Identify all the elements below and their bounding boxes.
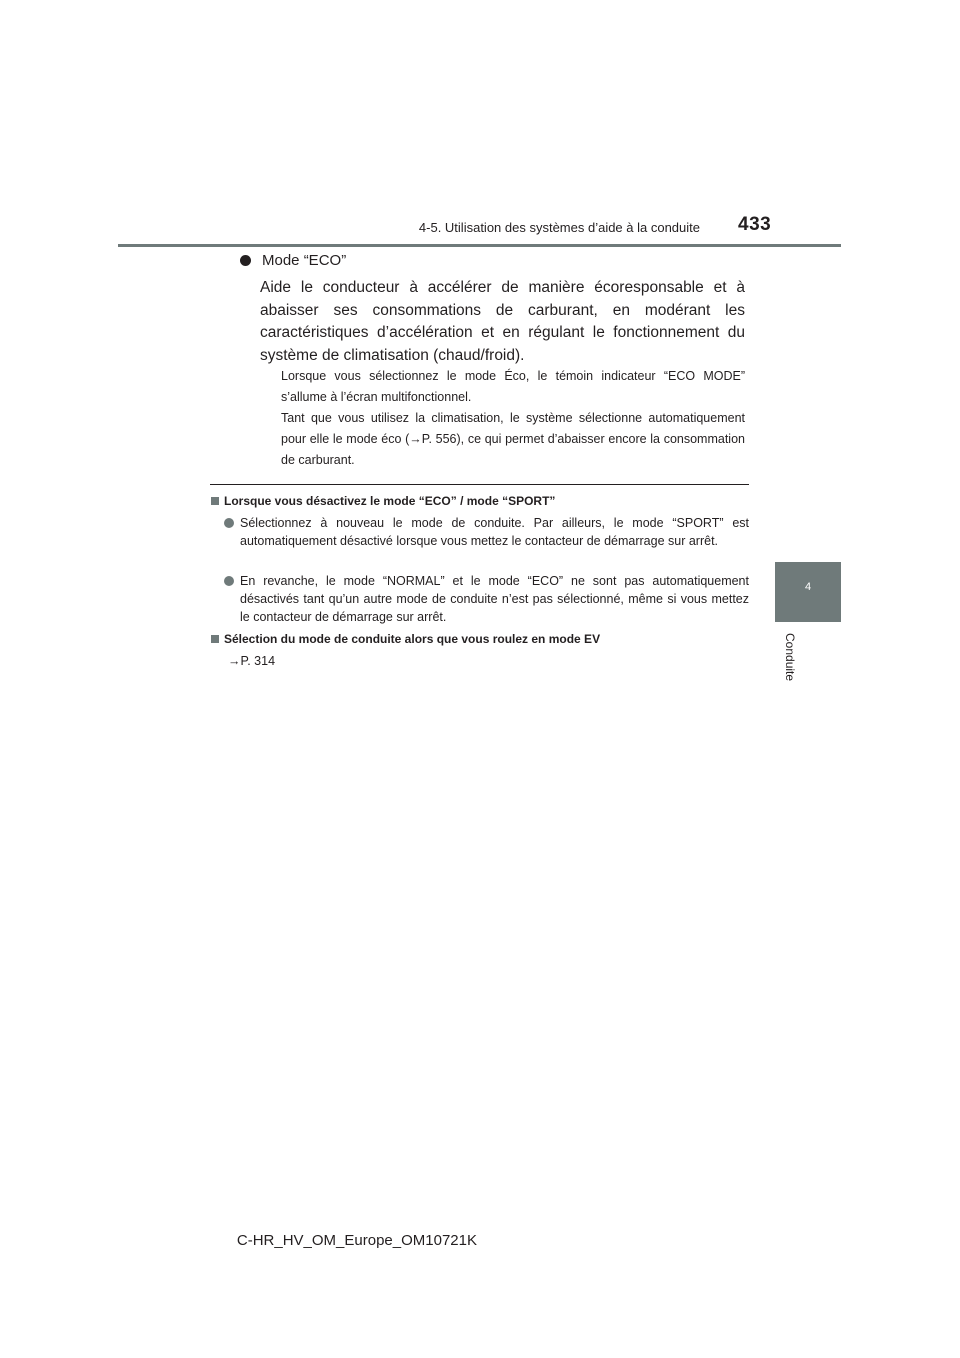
page-number: 433 — [738, 214, 772, 235]
chapter-tab — [775, 562, 841, 622]
mode-eco-note: Lorsque vous sélectionnez le mode Éco, le témoin indicateur “ECO MODE” s’allume à l’écran multifonctionnel. — [281, 369, 745, 404]
document-code: C-HR_HV_OM_Europe_OM10721K — [236, 1232, 477, 1249]
chapter-side-label: Conduite — [783, 632, 797, 682]
section-title: 4-5. Utilisation des systèmes d’aide à la conduite — [418, 220, 700, 235]
bullet-icon — [224, 576, 234, 586]
header-divider — [118, 244, 841, 247]
mode-eco-heading — [240, 252, 346, 269]
square-bullet-icon — [211, 635, 219, 643]
subsection-heading-text: Sélection du mode de conduite alors que vous roulez en mode EV — [224, 632, 601, 646]
mode-eco-description: Aide le conducteur à accélérer de manière écoresponsable et à abaisser ses consommations de carburant, en modérant les caractéristiques d’accélération et en régulant le fonctionnement du système de climatisation (chaud/froid). — [260, 279, 745, 364]
list-item-text: En revanche, le mode “NORMAL” et le mode “ECO” ne sont pas automatiquement désactivés tant qu’un autre mode de conduite n’est pas sélectionné, même si vous mettez le contacteur de démarrage sur arrêt. — [240, 574, 749, 624]
page-reference-link[interactable]: →P. 314 — [228, 654, 276, 668]
list-item — [224, 572, 749, 626]
list-item — [224, 514, 749, 550]
square-bullet-icon — [211, 497, 219, 505]
mode-eco-note: Tant que vous utilisez la climatisation, le système sélectionne automatiquement pour elle le mode éco (→P. 556), ce qui permet d’abaisser encore la consommation de carburant. — [281, 411, 745, 467]
section-divider — [210, 484, 749, 485]
subsection-heading — [211, 632, 600, 646]
subsection-heading-text: Lorsque vous désactivez le mode “ECO” / mode “SPORT” — [224, 494, 556, 508]
subsection-heading — [211, 494, 555, 508]
list-item-text: Sélectionnez à nouveau le mode de conduite. Par ailleurs, le mode “SPORT” est automatiquement désactivé lorsque vous mettez le contacteur de démarrage sur arrêt. — [240, 516, 749, 548]
chapter-number: 4 — [804, 581, 812, 593]
bullet-icon — [240, 255, 251, 266]
bullet-icon — [224, 518, 234, 528]
mode-eco-heading-text: Mode “ECO” — [262, 252, 347, 269]
